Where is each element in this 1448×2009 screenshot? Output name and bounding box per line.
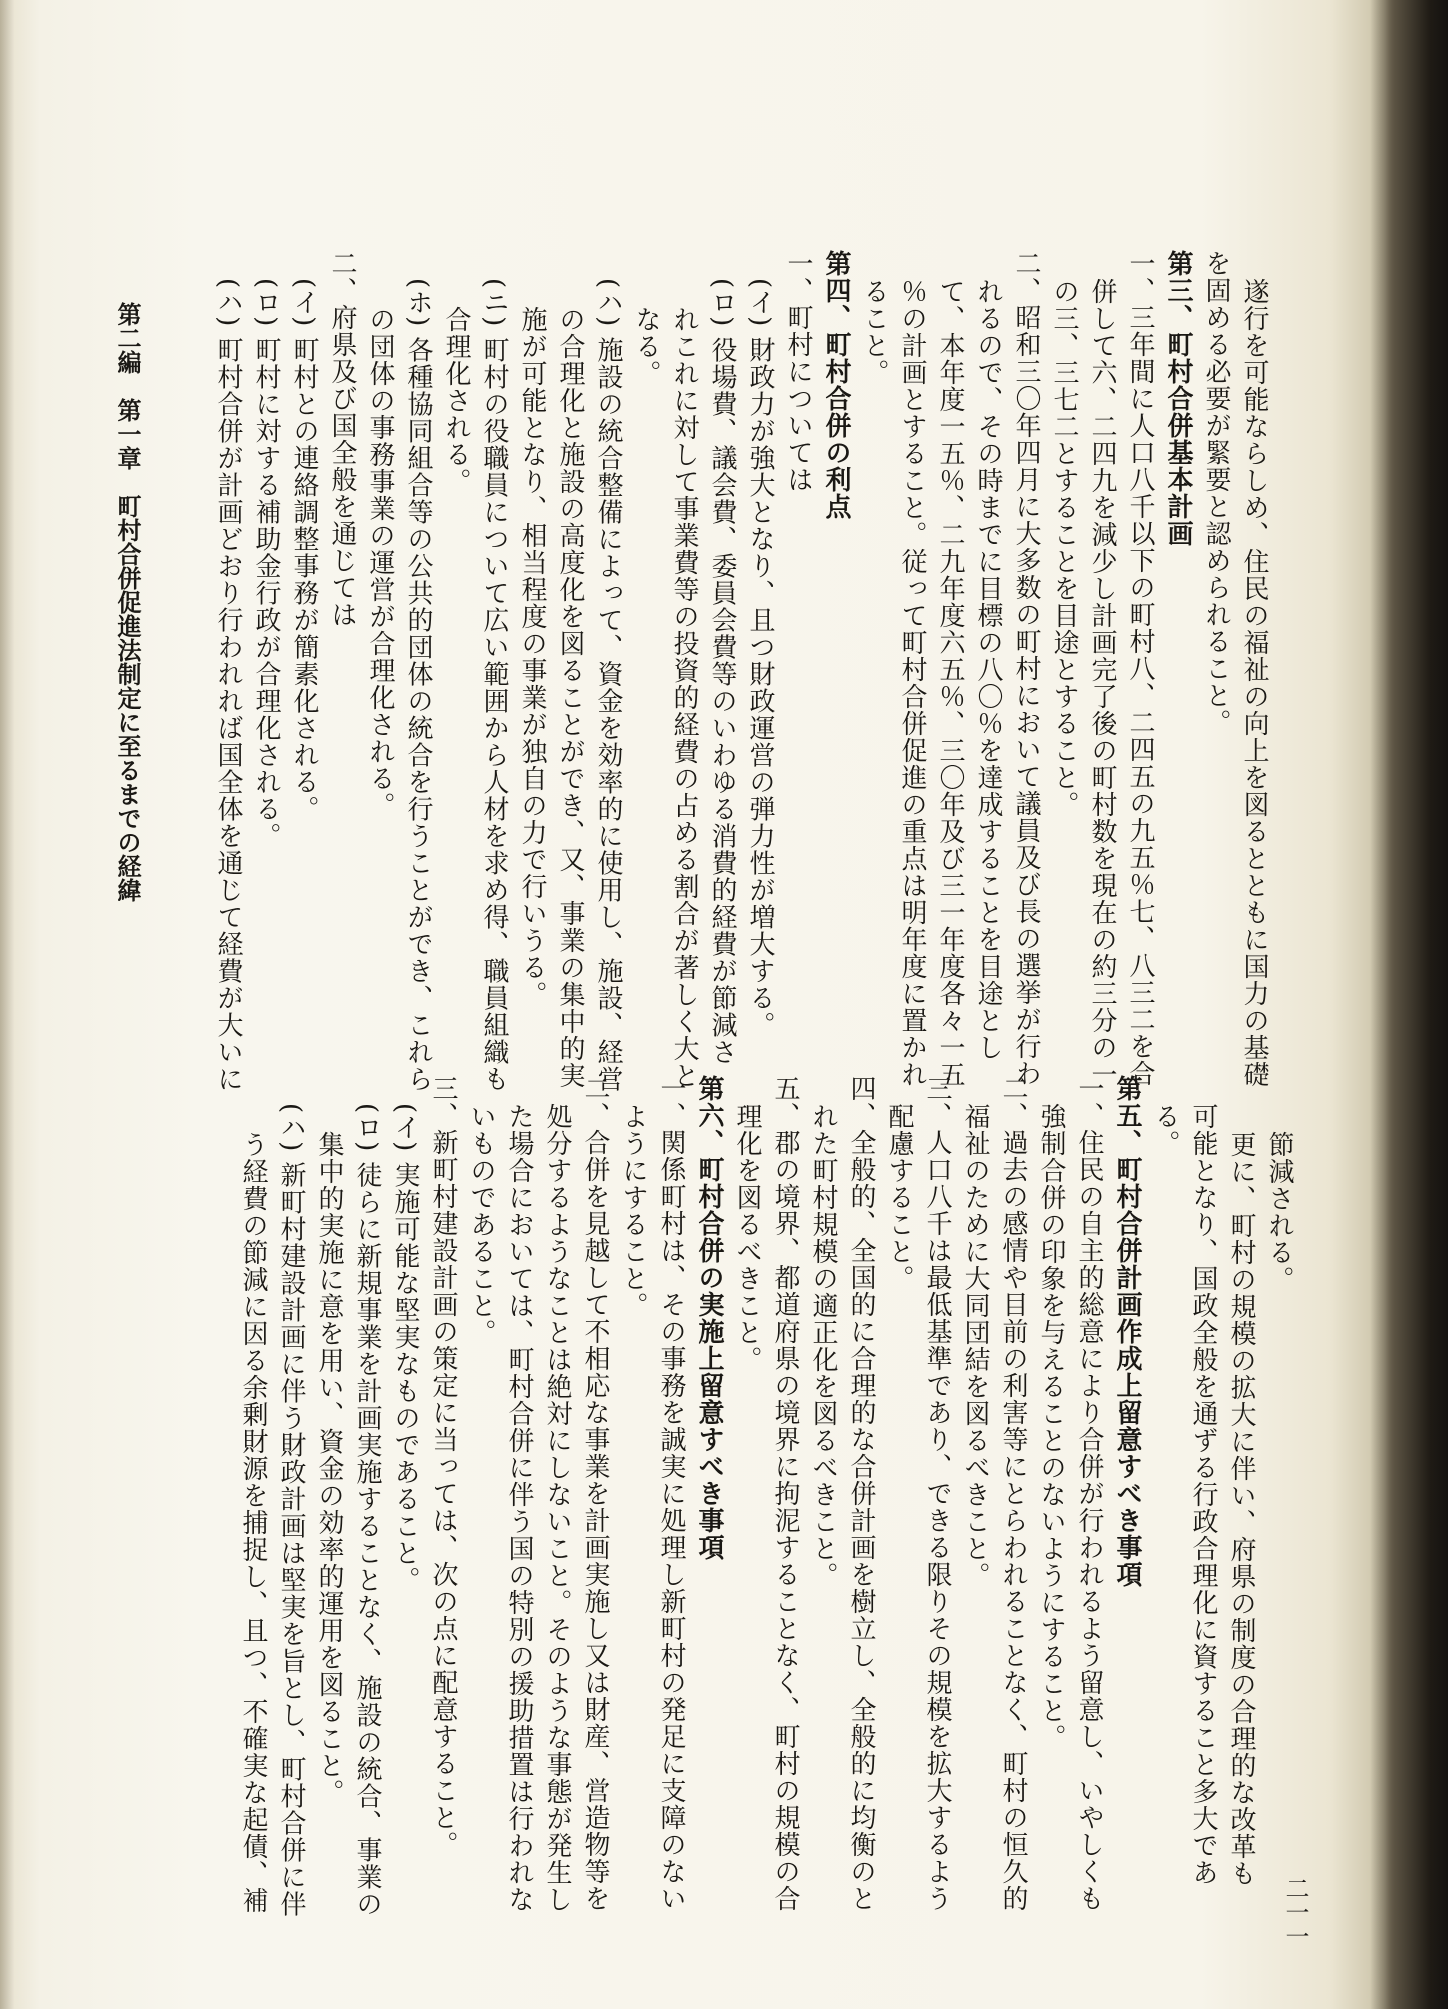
binding-gutter xyxy=(1370,0,1448,2009)
section-heading: 第四、町村合併の利点 xyxy=(821,250,851,520)
text-line: (ロ) 役場費、議会費、委員会費等のいわゆる消費的経費が節減さ xyxy=(707,278,737,1066)
text-line: の合理化と施設の高度化を図ることができ、又、事業の集中的実 xyxy=(555,306,585,1089)
text-line: 併して六、二四九を減少し計画完了後の町村数を現在の約三分の一 xyxy=(1087,278,1117,1088)
section-heading: 第六、町村合併の実施上留意すべき事項 xyxy=(694,1075,724,1561)
text-line: ようにすること。 xyxy=(618,1103,648,1319)
text-line: れるので、その時までに目標の八〇％を達成することを目途とし xyxy=(973,278,1003,1061)
text-line: 二、府県及び国全般を通じては xyxy=(327,250,357,628)
text-line: 処分するようなことは絶対にしないこと。そのような事態が発生し xyxy=(542,1103,572,1913)
section-heading: 第三、町村合併基本計画 xyxy=(1163,250,1193,547)
text-line: (イ) 実施可能な堅実なものであること。 xyxy=(390,1103,420,1594)
text-line: 二、合併を見越して不相応な事業を計画実施し又は財産、営造物等を xyxy=(580,1075,610,1912)
text-line: なる。 xyxy=(631,306,661,387)
text-line: れた町村規模の適正化を図るべきこと。 xyxy=(808,1103,838,1589)
text-line: (ハ) 新町村建設計画に伴う財政計画は堅実を旨とし、町村合併に伴 xyxy=(276,1103,306,1918)
text-line: 一、町村については xyxy=(783,250,813,493)
top-text-block xyxy=(209,250,1273,1093)
text-line: 配慮すること。 xyxy=(884,1103,914,1292)
section-heading: 第五、町村合併計画作成上留意すべき事項 xyxy=(1112,1075,1142,1588)
text-line: 四、全般的、全国的に合理的な合併計画を樹立し、全般的に均衡のと xyxy=(846,1075,876,1912)
text-line: て、本年度一五％、二九年度六五％、三〇年及び三一年度各々一五 xyxy=(935,278,965,1088)
text-line: 三、新町村建設計画の策定に当っては、次の点に配意すること。 xyxy=(428,1075,458,1858)
text-line: (ロ) 町村に対する補助金行政が合理化される。 xyxy=(251,278,281,850)
text-line: 三、人口八千は最低基準であり、できる限りその規模を拡大するよう xyxy=(922,1075,952,1912)
text-line: 遂行を可能ならしめ、住民の福祉の向上を図るとともに国力の基礎 xyxy=(1239,278,1269,1088)
text-line: 一、住民の自主的総意により合併が行われるよう留意し、いやしくも xyxy=(1074,1075,1104,1912)
text-line: れこれに対して事業費等の投資的経費の占める割合が著しく大と xyxy=(669,306,699,1089)
text-line: の三、三七二とすることを目途とすること。 xyxy=(1049,278,1079,818)
text-line: の団体の事務事業の運営が合理化される。 xyxy=(365,306,395,819)
bottom-text-block xyxy=(234,1075,1298,1965)
text-line: 集中的実施に意を用い、資金の効率的運用を図ること。 xyxy=(314,1131,344,1806)
text-line: 強制合併の印象を与えることのないようにすること。 xyxy=(1036,1103,1066,1751)
text-line: 施が可能となり、相当程度の事業が独自の力で行いうる。 xyxy=(517,306,547,1008)
text-line: 可能となり、国政全般を通ずる行政合理化に資すること多大であ xyxy=(1188,1103,1218,1886)
text-line: 二、過去の感情や目前の利害等にとらわれることなく、町村の恒久的 xyxy=(998,1075,1028,1912)
text-line: た場合においては、町村合併に伴う国の特別の援助措置は行われな xyxy=(504,1103,534,1913)
text-line: (ロ) 徒らに新規事業を計画実施することなく、施設の統合、事業の xyxy=(352,1103,382,1918)
running-footer: 第二編 第一章 町村合併促進法制定に至るまでの経緯 xyxy=(113,302,142,902)
page-number: 二一一 xyxy=(1281,1876,1309,1948)
text-line: を固める必要が緊要と認められること。 xyxy=(1201,250,1231,736)
book-edge xyxy=(0,0,14,2009)
text-line: ％の計画とすること。従って町村合併促進の重点は明年度に置かれ xyxy=(897,278,927,1088)
text-line: (ニ) 町村の役職員について広い範囲から人材を求め得、職員組織も xyxy=(479,278,509,1093)
text-line: 一、三年間に人口八千以下の町村八、二四五の九五％七、八三二を合 xyxy=(1125,250,1155,1087)
text-line: う経費の節減に因る余剰財源を捕捉し、且つ、不確実な起債、補 xyxy=(238,1131,268,1914)
text-line: 一、関係町村は、その事務を誠実に処理し新町村の発足に支障のない xyxy=(656,1075,686,1912)
text-line: 合理化される。 xyxy=(441,306,471,495)
text-line: 更に、町村の規模の拡大に伴い、府県の制度の合理的な改革も xyxy=(1226,1131,1256,1887)
text-line: ること。 xyxy=(859,278,889,386)
text-line: (ホ) 各種協同組合等の公共的団体の統合を行うことができ、これら xyxy=(403,278,433,1093)
text-line: 福祉のために大同団結を図るべきこと。 xyxy=(960,1103,990,1589)
text-line: 節減される。 xyxy=(1264,1131,1294,1293)
text-line: る。 xyxy=(1150,1103,1180,1157)
text-line: (イ) 町村との連絡調整事務が簡素化される。 xyxy=(289,278,319,823)
text-line: 二、昭和三〇年四月に大多数の町村において議員及び長の選挙が行わ xyxy=(1011,250,1041,1087)
text-line: (イ) 財政力が強大となり、且つ財政運営の弾力性が増大する。 xyxy=(745,278,775,1039)
text-line: 理化を図るべきこと。 xyxy=(732,1103,762,1373)
text-line: (ハ) 町村合併が計画どおり行われれば国全体を通じて経費が大いに xyxy=(213,278,243,1093)
text-line: いものであること。 xyxy=(466,1103,496,1346)
text-line: 五、郡の境界、都道府県の境界に拘泥することなく、町村の規模の合 xyxy=(770,1075,800,1912)
text-line: (ハ) 施設の統合整備によって、資金を効率的に使用し、施設、経営 xyxy=(593,278,623,1093)
